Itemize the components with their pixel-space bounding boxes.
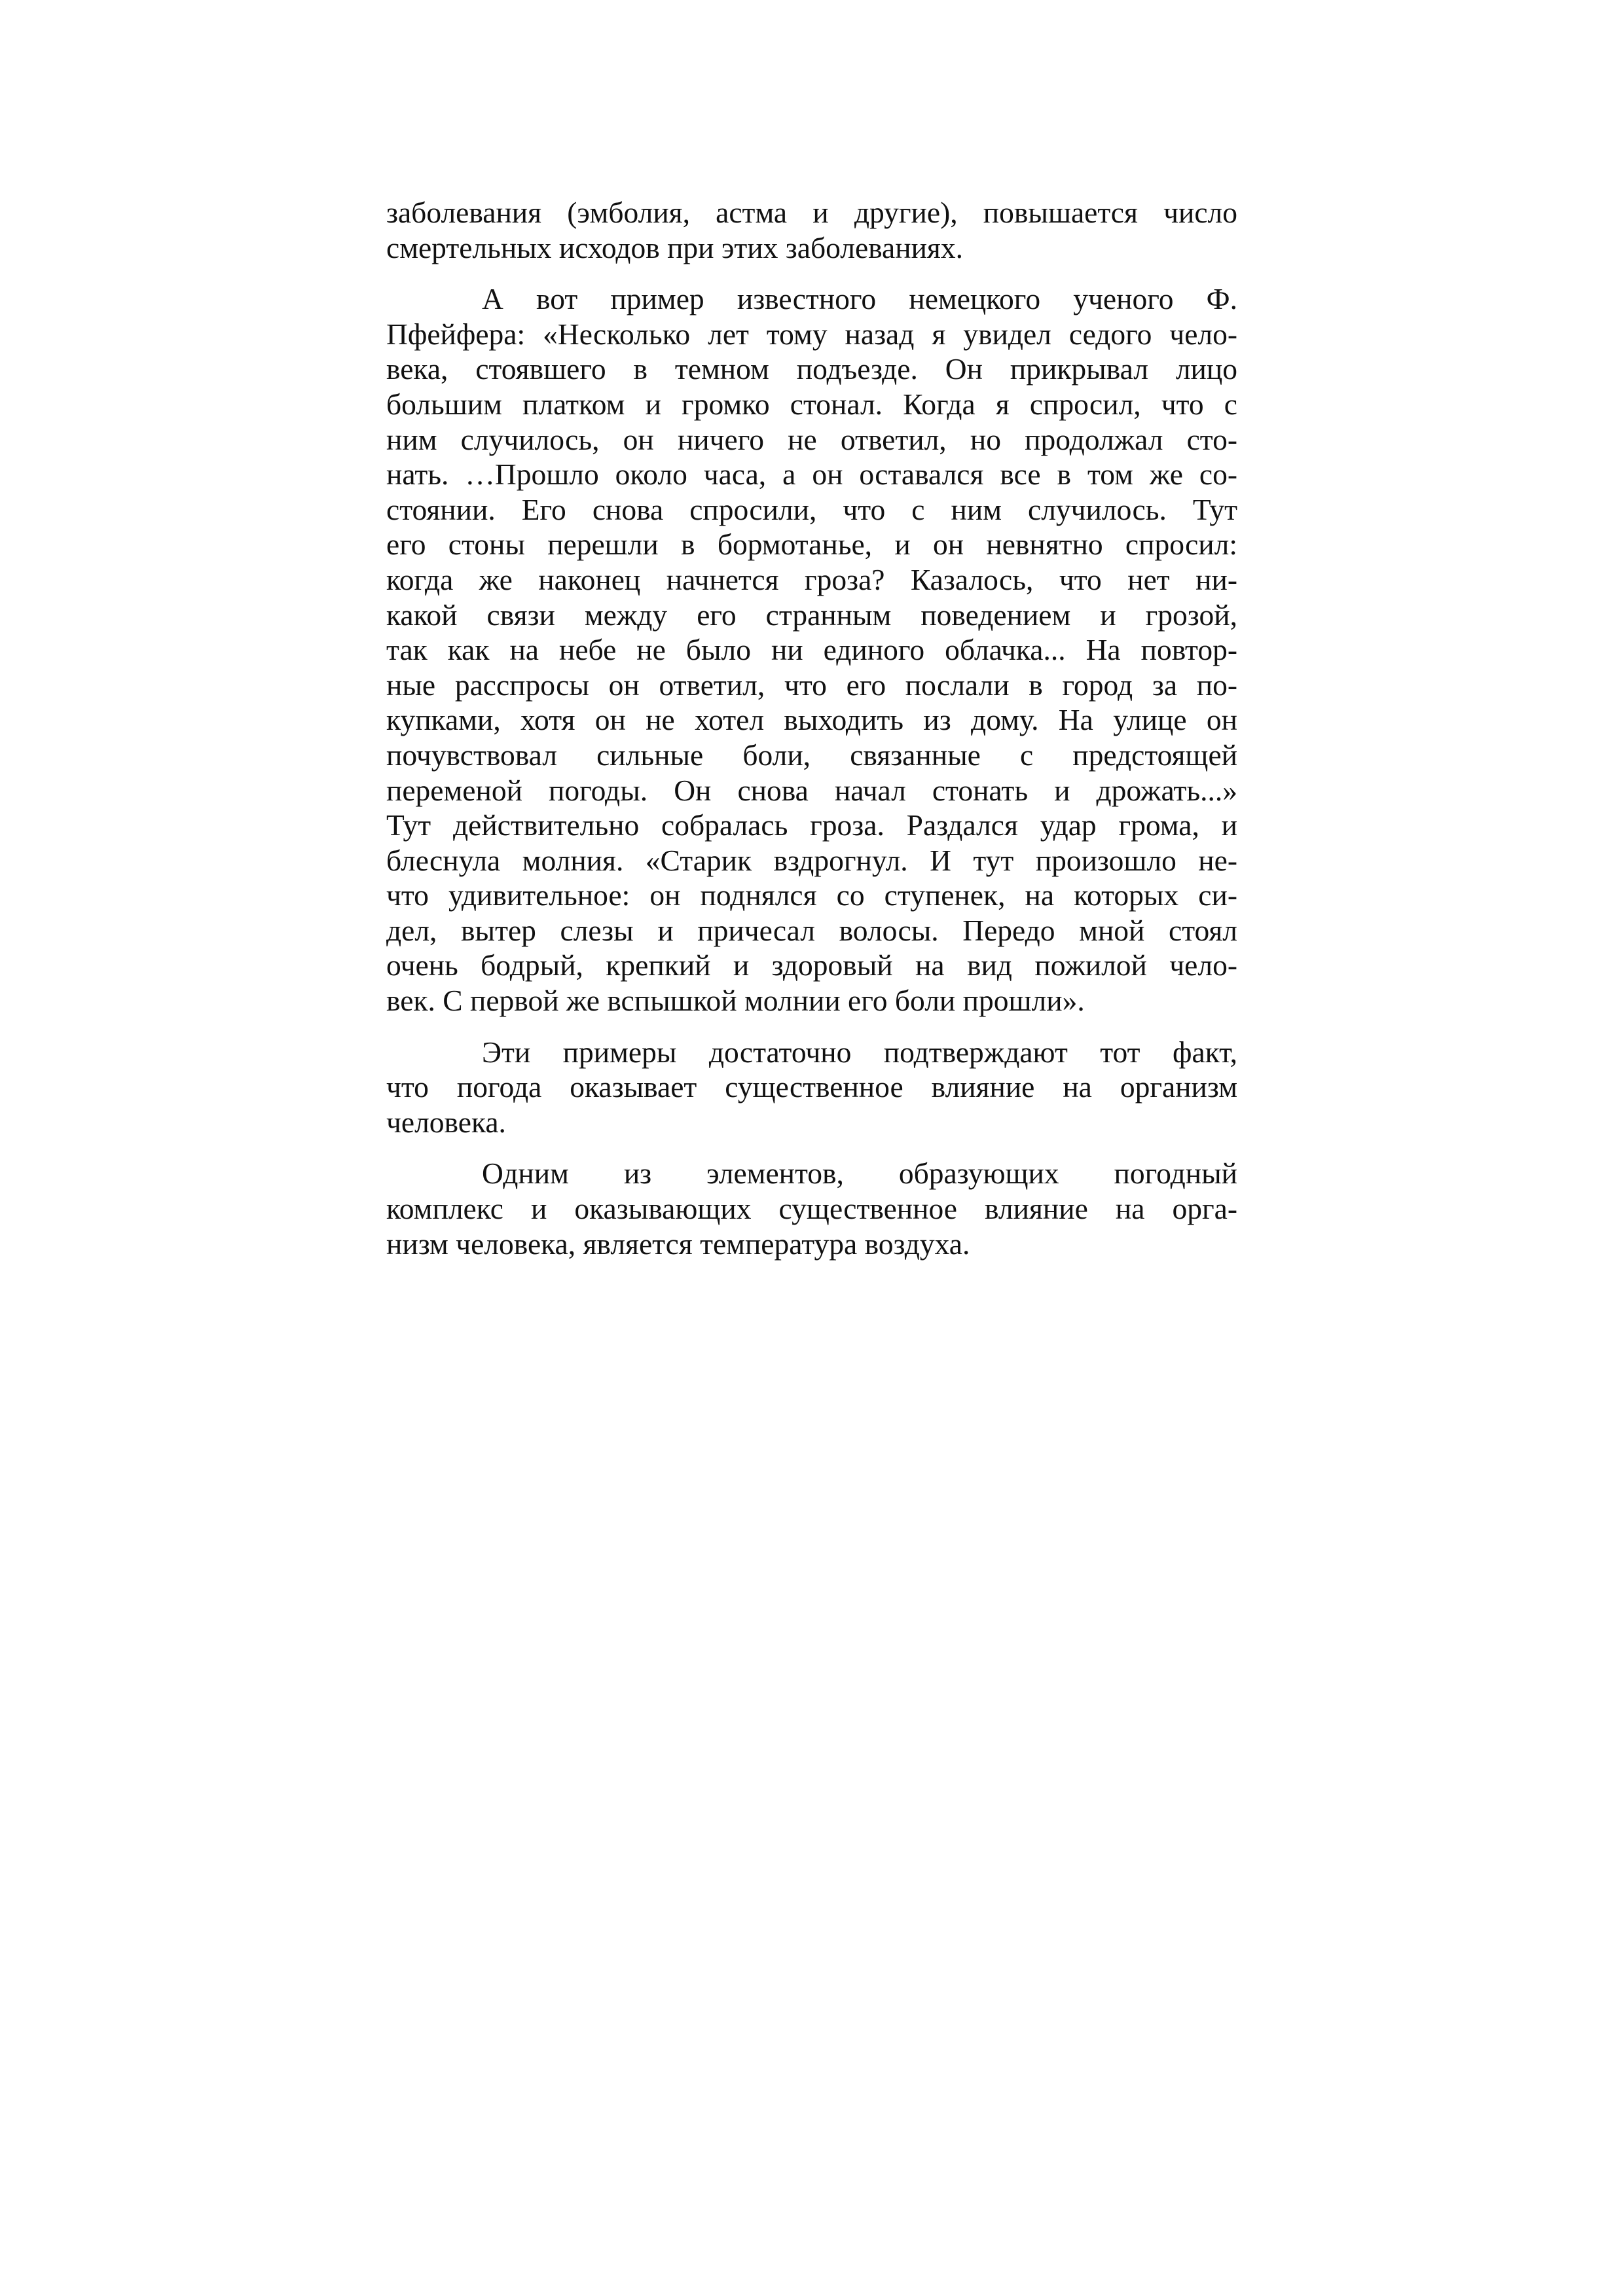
text-line: ним случилось, он ничего не ответил, но продолжал сто-: [386, 422, 1237, 456]
paragraph-4: [386, 1156, 1237, 1261]
paragraph-1: [386, 195, 1237, 265]
text-line: дел, вытер слезы и причесал волосы. Передо мной стоял: [386, 913, 1237, 947]
text-line: большим платком и громко стонал. Когда я спросил, что с: [386, 387, 1237, 421]
text-line: низм человека, является температура воздуха.: [386, 1227, 970, 1261]
text-line: А вот пример известного немецкого ученого Ф.: [482, 282, 1237, 316]
text-line: переменой погоды. Он снова начал стонать и дрожать...»: [386, 773, 1237, 807]
body-text: [386, 195, 1237, 1261]
paragraph-2: [386, 281, 1237, 1018]
text-line: очень бодрый, крепкий и здоровый на вид пожилой чело-: [386, 948, 1237, 982]
text-line: заболевания (эмболия, астма и другие), повышается число: [386, 196, 1237, 229]
text-line: Тут действительно собралась гроза. Раздался удар грома, и: [386, 808, 1237, 842]
text-line: стоянии. Его снова спросили, что с ним случилось. Тут: [386, 492, 1237, 526]
paragraph-3: [386, 1035, 1237, 1140]
text-line: Одним из элементов, образующих погодный: [482, 1157, 1237, 1191]
text-line: Эти примеры достаточно подтверждают тот факт,: [482, 1035, 1237, 1069]
text-line: его стоны перешли в бормотанье, и он невнятно спросил:: [386, 528, 1237, 562]
text-line: комплекс и оказывающих существенное влияние на орга-: [386, 1192, 1237, 1226]
text-line: век. С первой же вспышкой молнии его боли прошли».: [386, 984, 1085, 1018]
text-line: блеснула молния. «Старик вздрогнул. И тут произошло не-: [386, 843, 1237, 877]
text-line: купками, хотя он не хотел выходить из дому. На улице он: [386, 703, 1237, 737]
text-line: что погода оказывает существенное влияние на организм: [386, 1070, 1237, 1104]
text-line: нать. …Прошло около часа, а он оставался все в том же со-: [386, 457, 1237, 492]
text-line: когда же наконец начнется гроза? Казалось, что нет ни-: [386, 562, 1237, 596]
text-line: так как на небе не было ни единого облачка... На повтор-: [386, 633, 1237, 667]
text-line: ные расспросы он ответил, что его послали в город за по-: [386, 668, 1237, 702]
text-line: Пфейфера: «Несколько лет тому назад я увидел седого чело-: [386, 317, 1237, 351]
text-line: человека.: [386, 1105, 506, 1139]
text-line: какой связи между его странным поведением и грозой,: [386, 598, 1237, 632]
text-line: что удивительное: он поднялся со ступенек, на которых си-: [386, 878, 1237, 912]
text-line: века, стоявшего в темном подъезде. Он прикрывал лицо: [386, 352, 1237, 386]
text-line: почувствовал сильные боли, связанные с предстоящей: [386, 738, 1237, 772]
text-line: смертельных исходов при этих заболеваниях.: [386, 230, 963, 264]
